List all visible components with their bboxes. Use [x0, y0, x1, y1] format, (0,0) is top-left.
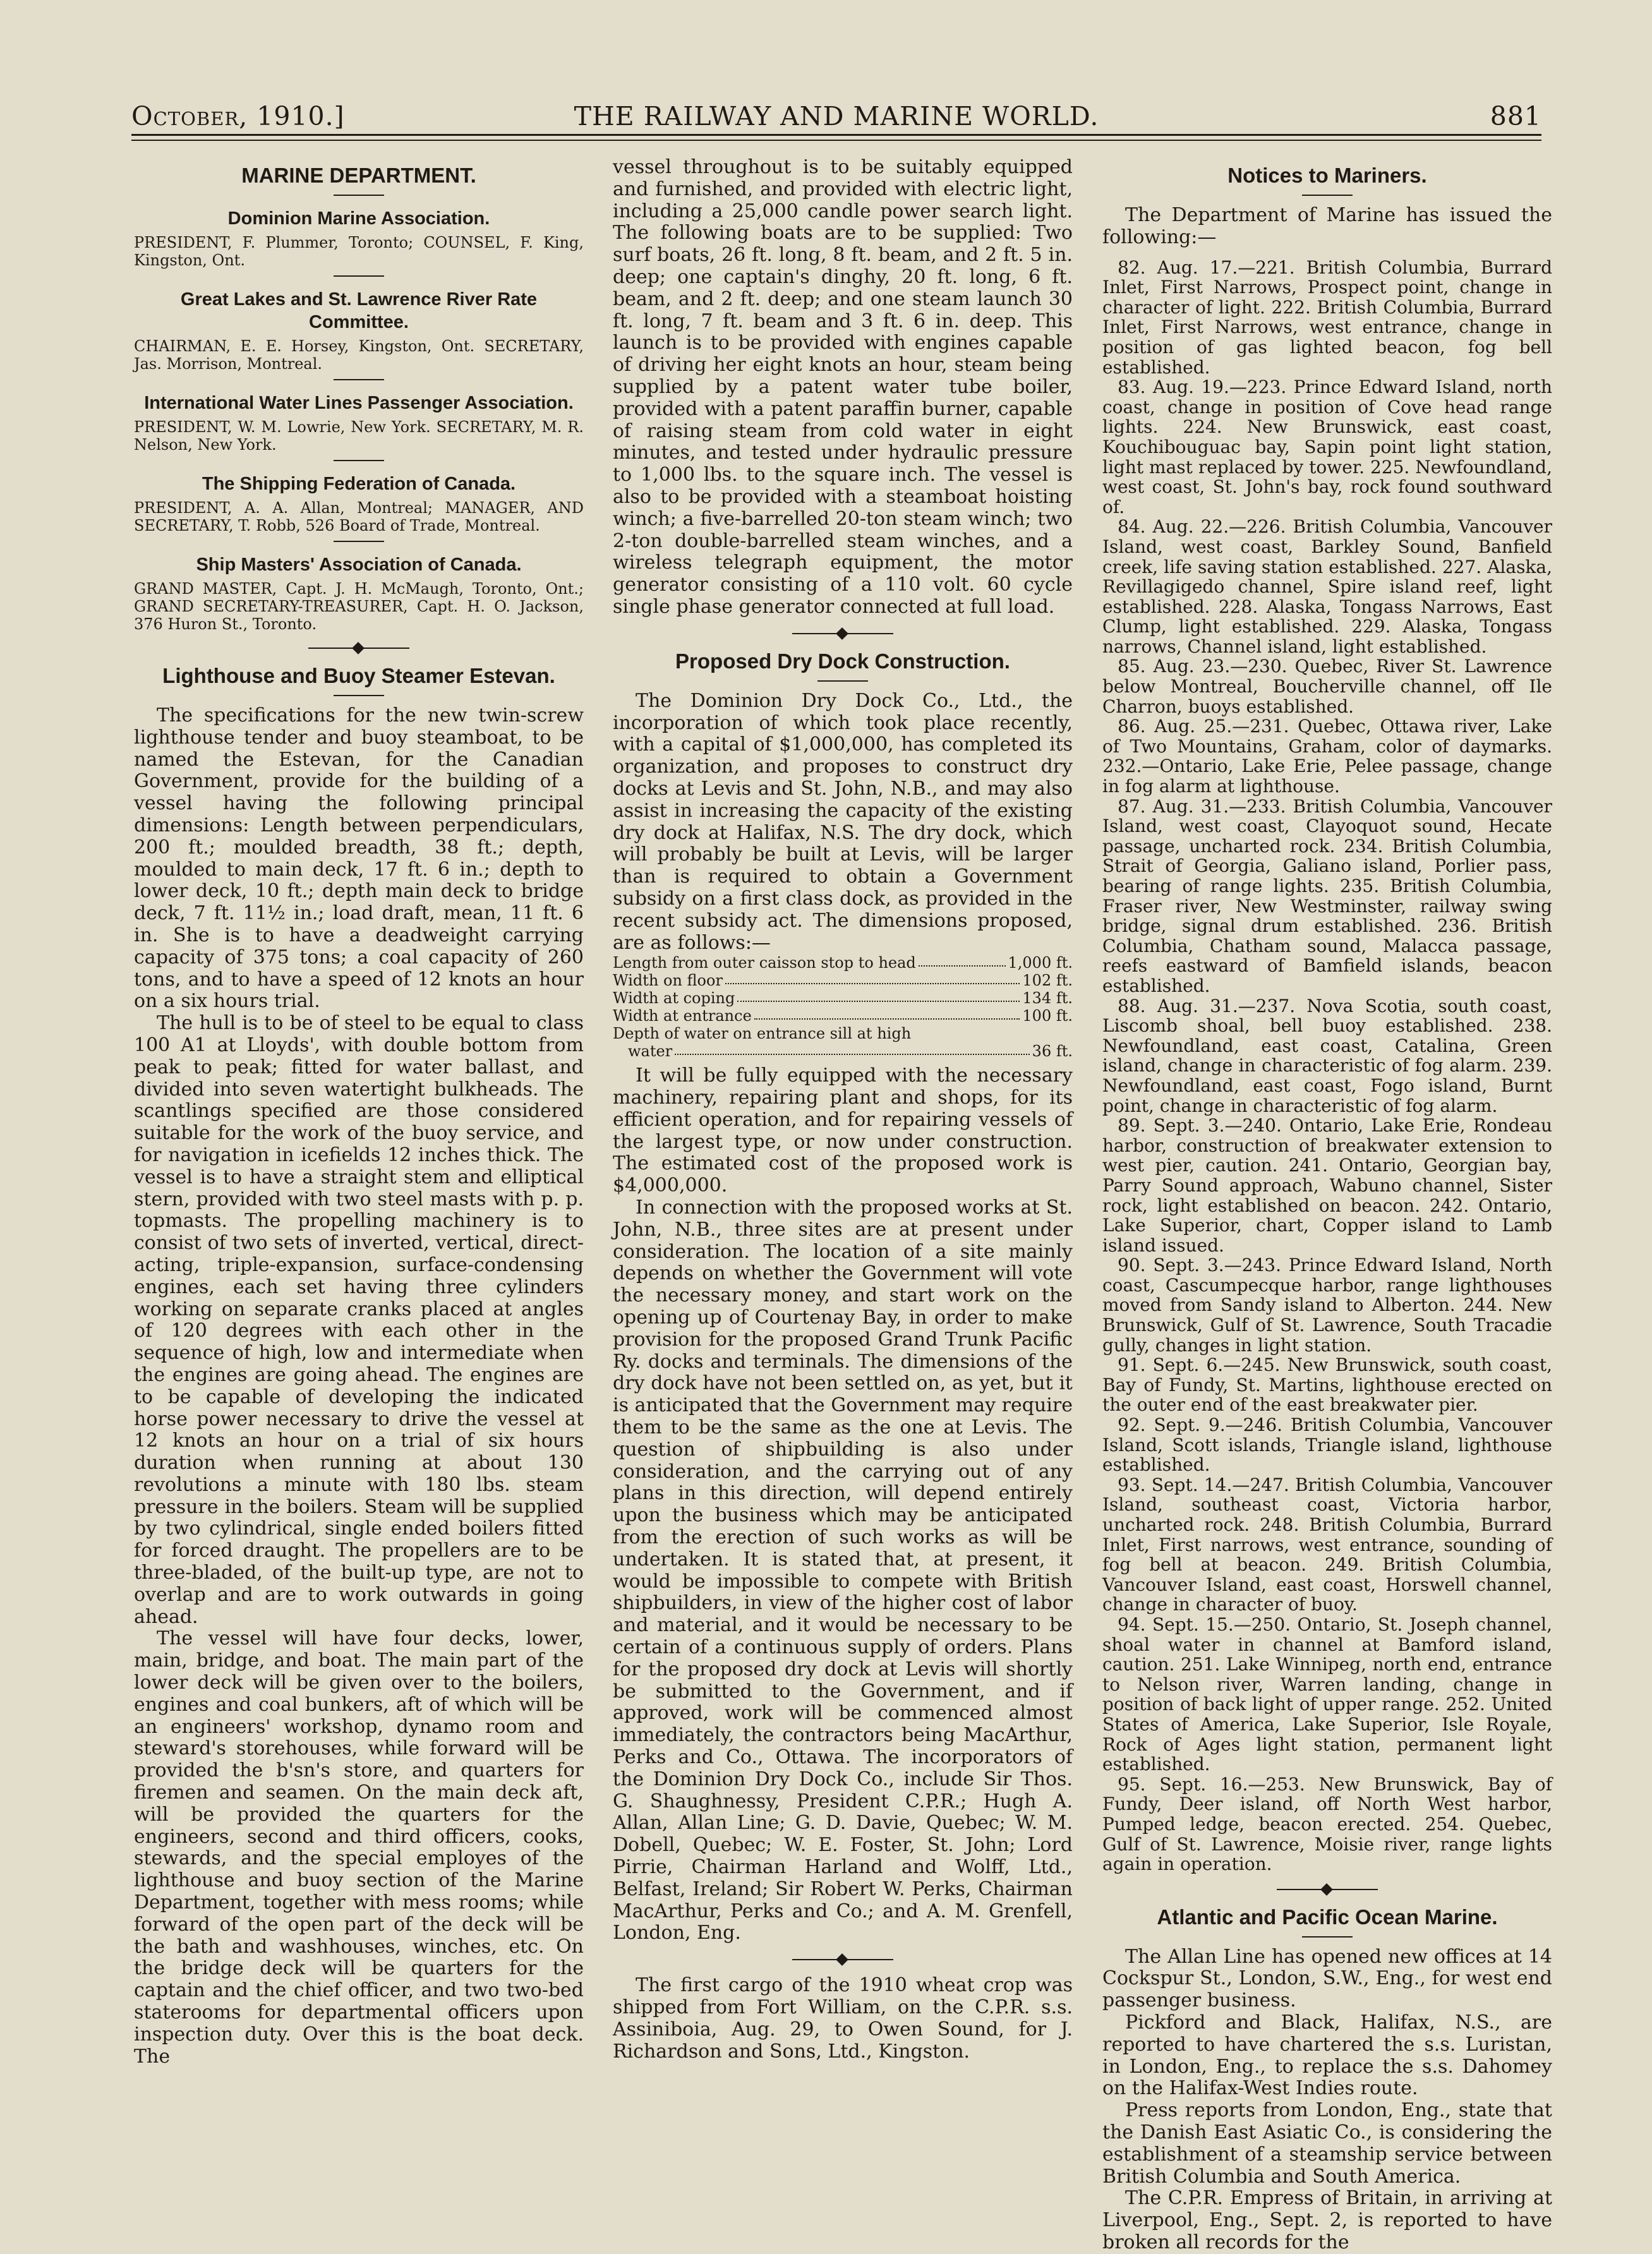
dimension-row — [613, 954, 1073, 972]
dimension-label: Length from outer caisson stop to head — [613, 954, 916, 972]
article-paragraph: The Dominion Dry Dock Co., Ltd., the incorporation of which took place recently, with a capital of $1,000,000, has completed its organization, and proposes to construct dry docks at Levis and St. John, N.B., and may also assist in increasing the capacity of the existing dry dock at Halifax, N.S. The dry dock, which will probably be built at Levis, will be larger than is required to obtain a Government subsidy on a first class dock, as provided in the recent subsidy act. The dimensions proposed, are as follows:— — [613, 689, 1073, 954]
notice-item: 89. Sept. 3.—240. Ontario, Lake Erie, Rondeau harbor, construction of breakwater extension to west pier, caution. 241. Ontario, Georgian bay, Parry Sound approach, Wabuno channel, Sister rock, light established on beacon. 242. Ontario, Lake Superior, chart, Copper island to Lamb island issued. — [1102, 1115, 1552, 1256]
article-paragraph: The vessel will have four decks, lower, main, bridge, and boat. The main part of the lower deck will be given over to the boilers, engines and coal bunkers, aft of which will be an engineers' workshop, dynamo room and steward's storehouses, while forward will be provided the b'sn's store, and quarters for firemen and seamen. On the main deck aft, will be provided the quarters for the engineers, second and third officers, cooks, stewards, and the special employes of the lighthouse and buoy section of the Marine Department, together with mess rooms; while forward of the open part of the deck will be the bath and washhouses, winches, etc. On the bridge deck will be quarters for the captain and the chief officer, and two two-bed staterooms for departmental officers upon inspection duty. Over this is the boat deck. The — [134, 1627, 584, 2068]
dimension-row — [613, 989, 1073, 1007]
article-paragraph: The Allan Line has opened new offices at 14 Cockspur St., London, S.W., Eng., for west end passenger business. — [1102, 1945, 1552, 2012]
divider — [817, 680, 868, 682]
dimension-value: 102 ft. — [1022, 972, 1073, 990]
notice-item: 94. Sept. 15.—250. Ontario, St. Joseph channel, shoal water in channel at Bamford island, caution. 251. Lake Winnipeg, north end, entrance to Nelson river, Warren landing, change in position of back light of upper range. 252. United States of America, Lake Superior, Isle Royale, Rock of Ages light station, permanent light established. — [1102, 1613, 1552, 1775]
dimension-value: 36 ft. — [1032, 1042, 1073, 1061]
dimension-row — [613, 972, 1073, 989]
notice-item: 84. Aug. 22.—226. British Columbia, Vancouver Island, west coast, Barkley Sound, Banfield creek, life saving station established. 227. Alaska, Revillagigedo channel, Spire island reef, light established. 228. Alaska, Tongass Narrows, East Clump, light established. 229. Alaska, Tongass narrows, Channel island, light established. — [1102, 516, 1552, 657]
dimensions-table — [613, 954, 1073, 1060]
divider — [1302, 195, 1353, 196]
ornament-divider — [1277, 1883, 1378, 1896]
column-1 — [134, 157, 584, 2068]
news-item: The first cargo of the 1910 wheat crop was shipped from Fort William, on the C.P.R. s.s. Assiniboia, Aug. 29, to Owen Sound, for J. Richardson and Sons, Ltd., Kingston. — [613, 1974, 1073, 2063]
notice-item: 86. Aug. 25.—231. Quebec, Ottawa river, Lake of Two Mountains, Graham, color of daymarks. 232.—Ontario, Lake Erie, Pelee passage, change in fog alarm at lighthouse. — [1102, 716, 1552, 797]
running-header — [131, 101, 1541, 133]
ornament-divider — [792, 627, 893, 640]
article-paragraph: The hull is to be of steel to be equal to class 100 A1 at Lloyds', with double bottom from peak to peak; fitted for water ballast, and divided into seven watertight bulkheads. The scantlings specified are those considered suitable for the work of the buoy service, and for navigation in icefields 12 inches thick. The vessel is to have a straight stem and elliptical stern, provided with two steel masts with p. p. topmasts. The propelling machinery is to consist of two sets of inverted, vertical, direct-acting, triple-expansion, surface-condensing engines, each set having three cylinders working on separate cranks placed at angles of 120 degrees with each other in the sequence of high, low and intermediate when the engines are going ahead. The engines are to be capable of developing the indicated horse power necessary to drive the vessel at 12 knots an hour on a trial of six hours duration when running at about 130 revolutions a minute with 180 lbs. steam pressure in the boilers. Steam will be supplied by two cylindrical, single ended boilers fitted for forced draught. The propellers are to be three-bladed, of the built-up type, are not to overlap and are to work outwards in going ahead. — [134, 1012, 584, 1628]
article-title-estevan: Lighthouse and Buoy Steamer Estevan. — [162, 664, 555, 687]
article-paragraph: Press reports from London, Eng., state that the Danish East Asiatic Co., is considering the establishment of a steamship service between British Columbia and South America. — [1102, 2099, 1552, 2188]
divider — [334, 695, 384, 696]
notice-item: 83. Aug. 19.—223. Prince Edward Island, north coast, change in position of Cove head range lights. 224. New Brunswick, east coast, Kouchibouguac bay, Sapin point light station, light mast replaced by tower. 225. Newfoundland, west coast, St. John's bay, rock found southward of. — [1102, 377, 1552, 517]
org-name: Ship Masters' Association of Canada. — [196, 555, 522, 575]
article-title-ocean-marine: Atlantic and Pacific Ocean Marine. — [1157, 1905, 1498, 1929]
org-name: The Shipping Federation of Canada. — [202, 474, 516, 494]
header-date: October, 1910.] — [131, 101, 345, 131]
notice-item: 91. Sept. 6.—245. New Brunswick, south coast, Bay of Fundy, St. Martins, lighthouse erected on the outer end of the east breakwater pier. — [1102, 1354, 1552, 1416]
article-title-dry-dock: Proposed Dry Dock Construction. — [675, 649, 1010, 673]
article-paragraph: It will be fully equipped with the necessary machinery, repairing plant and shops, for its efficient operation, and for repairing vessels of the largest type, or now under construction. The estimated cost of the proposed work is $4,000,000. — [613, 1064, 1073, 1197]
section-title-marine-department: MARINE DEPARTMENT. — [241, 164, 476, 187]
org-officers: PRESIDENT, W. M. Lowrie, New York. SECRETARY, M. R. Nelson, New York. — [134, 418, 584, 454]
dimension-label: water — [628, 1042, 673, 1061]
article-paragraph: The specifications for the new twin-screw lighthouse tender and buoy steamboat, to be named the Estevan, for the Canadian Government, provide for the building of a vessel having the following principal dimensions: Length between perpendiculars, 200 ft.; moulded breadth, 38 ft.; depth, moulded to main deck, 17 ft. 6 in.; depth to lower deck, 10 ft.; depth main deck to bridge deck, 7 ft. 11½ in.; load draft, mean, 11 ft. 6 in. She is to have a deadweight carrying capacity of 375 tons; a coal capacity of 260 tons, and to have a speed of 12 knots an hour on a six hours trial. — [134, 704, 584, 1013]
org-officers: GRAND MASTER, Capt. J. H. McMaugh, Toronto, Ont.; GRAND SECRETARY-TREASURER, Capt. H. O. Jackson, 376 Huron St., Toronto. — [134, 580, 584, 633]
column-3 — [1102, 157, 1552, 2254]
column-2 — [613, 157, 1073, 2063]
article-paragraph: Pickford and Black, Halifax, N.S., are reported to have chartered the s.s. Luristan, in London, Eng., to replace the s.s. Dahomey on the Halifax-West Indies route. — [1102, 2011, 1552, 2100]
ornament-divider — [792, 1953, 893, 1966]
ornament-divider — [308, 642, 409, 654]
divider — [1302, 1936, 1353, 1938]
dimension-value: 134 ft. — [1022, 989, 1073, 1008]
org-name: International Water Lines Passenger Association. — [144, 393, 574, 413]
dimension-label: Depth of water on entrance sill at high — [613, 1025, 912, 1043]
divider — [334, 275, 384, 277]
org-officers: PRESIDENT, A. A. Allan, Montreal; MANAGER, AND SECRETARY, T. Robb, 526 Board of Trade, Montreal. — [134, 499, 584, 534]
article-paragraph: In connection with the proposed works at St. John, N.B., three sites are at present under consideration. The location of a site mainly depends on whether the Government will vote the necessary money, and start work on the opening up of Courtenay Bay, in order to make provision for the proposed Grand Trunk Pacific Ry. docks and terminals. The dimensions of the dry dock have not been settled on, as yet, but it is anticipated that the Government may require them to be the same as the one at Levis. The question of shipbuilding is also under consideration, and the carrying out of any plans in this direction, will depend entirely upon the business which may be anticipated from the erection of such works as will be undertaken. It is stated that, at present, it would be impossible to compete with British shipbuilders, in view of the higher cost of labor and material, and it would be necessary to be certain of a continuous supply of orders. Plans for the proposed dry dock at Levis will shortly be submitted to the Government, and if approved, work will be commenced almost immediately, the contractors being MacArthur, Perks and Co., Ottawa. The incorporators of the Dominion Dry Dock Co., include Sir Thos. G. Shaughnessy, President C.P.R.; Hugh A. Allan, Allan Line; G. D. Davie, Quebec; W. M. Dobell, Quebec; W. E. Foster, St. John; Lord Pirrie, Chairman Harland and Wolff, Ltd., Belfast, Ireland; Sir Robert W. Perks, Chairman MacArthur, Perks and Co.; and A. M. Grenfell, London, Eng. — [613, 1196, 1073, 1944]
divider — [334, 541, 384, 542]
notice-item: 82. Aug. 17.—221. British Columbia, Burrard Inlet, First Narrows, Prospect point, change in character of light. 222. British Columbia, Burrard Inlet, First Narrows, west entrance, change in position of gas lighted beacon, fog bell established. — [1102, 256, 1552, 378]
page-number: 881 — [1490, 101, 1541, 131]
dimension-row — [613, 1007, 1073, 1025]
divider — [334, 460, 384, 461]
notice-item: 93. Sept. 14.—247. British Columbia, Vancouver Island, southeast coast, Victoria harbor, uncharted rock. 248. British Columbia, Burrard Inlet, First narrows, west entrance, sounding of fog bell at beacon. 249. British Columbia, Vancouver Island, east coast, Horswell channel, change in character of buoy. — [1102, 1474, 1552, 1615]
dimension-value: 100 ft. — [1022, 1007, 1073, 1025]
divider — [334, 379, 384, 380]
notice-item: 87. Aug. 31.—233. British Columbia, Vancouver Island, west coast, Clayoquot sound, Hecate passage, uncharted rock. 234. British Columbia, Strait of Georgia, Galiano island, Porlier pass, bearing of range lights. 235. British Columbia, Fraser river, New Westminster, railway swing bridge, signal drum established. 236. British Columbia, Chatham sound, Malacca passage, reefs eastward of Bamfield islands, beacon established. — [1102, 795, 1552, 996]
notice-item: 95. Sept. 16.—253. New Brunswick, Bay of Fundy, Deer island, off North West harbor, Pumped ledge, beacon erected. 254. Quebec, Gulf of St. Lawrence, Moisie river, range lights again in operation. — [1102, 1773, 1552, 1875]
article-paragraph: The C.P.R. Empress of Britain, in arriving at Liverpool, Eng., Sept. 2, is reported to have broken all records for the — [1102, 2187, 1552, 2254]
notice-item: 90. Sept. 3.—243. Prince Edward Island, North coast, Cascumpecque harbor, range lighthouses moved from Sandy island to Alberton. 244. New Brunswick, Gulf of St. Lawrence, South Tracadie gully, changes in light station. — [1102, 1255, 1552, 1356]
journal-title: THE RAILWAY AND MARINE WORLD. — [574, 101, 1099, 131]
dimension-label: Width at entrance — [613, 1007, 752, 1025]
dimension-row — [613, 1042, 1073, 1060]
org-name: Great Lakes and St. Lawrence River Rate Committee. — [180, 289, 538, 332]
header-rule-thin — [131, 140, 1541, 141]
dimension-label: Width at coping — [613, 989, 735, 1008]
section-title-notices: Notices to Mariners. — [1227, 164, 1427, 187]
notice-item: 85. Aug. 23.—230. Quebec, River St. Lawrence below Montreal, Boucherville channel, off Ile Charron, buoys established. — [1102, 656, 1552, 717]
divider — [334, 195, 384, 196]
notices-intro: The Department of Marine has issued the following:— — [1102, 204, 1552, 248]
dimension-value: 1,000 ft. — [1008, 954, 1073, 972]
notice-item: 88. Aug. 31.—237. Nova Scotia, south coast, Liscomb shoal, bell buoy established. 238. Newfoundland, east coast, Catalina, Green island, change in characteristic of fog alarm. 239. Newfoundland, east coast, Fogo island, Burnt point, change in characteristic of fog alarm. — [1102, 995, 1552, 1116]
header-rule — [131, 134, 1541, 136]
org-name: Dominion Marine Association. — [227, 208, 490, 229]
dimension-label: Width on floor — [613, 972, 723, 990]
dimension-row — [613, 1025, 1073, 1042]
notice-item: 92. Sept. 9.—246. British Columbia, Vancouver Island, Scott islands, Triangle island, lighthouse established. — [1102, 1414, 1552, 1476]
article-continuation: vessel throughout is to be suitably equipped and furnished, and provided with electric light, including a 25,000 candle power search light. The following boats are to be supplied: Two surf boats, 26 ft. long, 8 ft. beam, and 2 ft. 5 in. deep; one captain's dinghy, 20 ft. long, 6 ft. beam, and 2 ft. deep; and one steam launch 30 ft. long, 7 ft. beam and 3 ft. 6 in. deep. This launch is to be provided with engines capable of driving her eight knots an hour, steam being supplied by a patent water tube boiler, provided with a patent paraffin burner, capable of raising steam from cold water in eight minutes, and tested under hydraulic pressure to 1,000 lbs. to the square inch. The vessel is also to be provided with a steamboat hoisting winch; a five-barrelled 20-ton steam winch; two 2-ton double-barrelled steam winches, and a wireless telegraph equipment, the motor generator consisting of a 110 volt. 60 cycle single phase generator connected at full load. — [613, 156, 1073, 618]
org-officers: CHAIRMAN, E. E. Horsey, Kingston, Ont. SECRETARY, Jas. Morrison, Montreal. — [134, 337, 584, 373]
org-officers: PRESIDENT, F. Plummer, Toronto; COUNSEL, F. King, Kingston, Ont. — [134, 234, 584, 269]
